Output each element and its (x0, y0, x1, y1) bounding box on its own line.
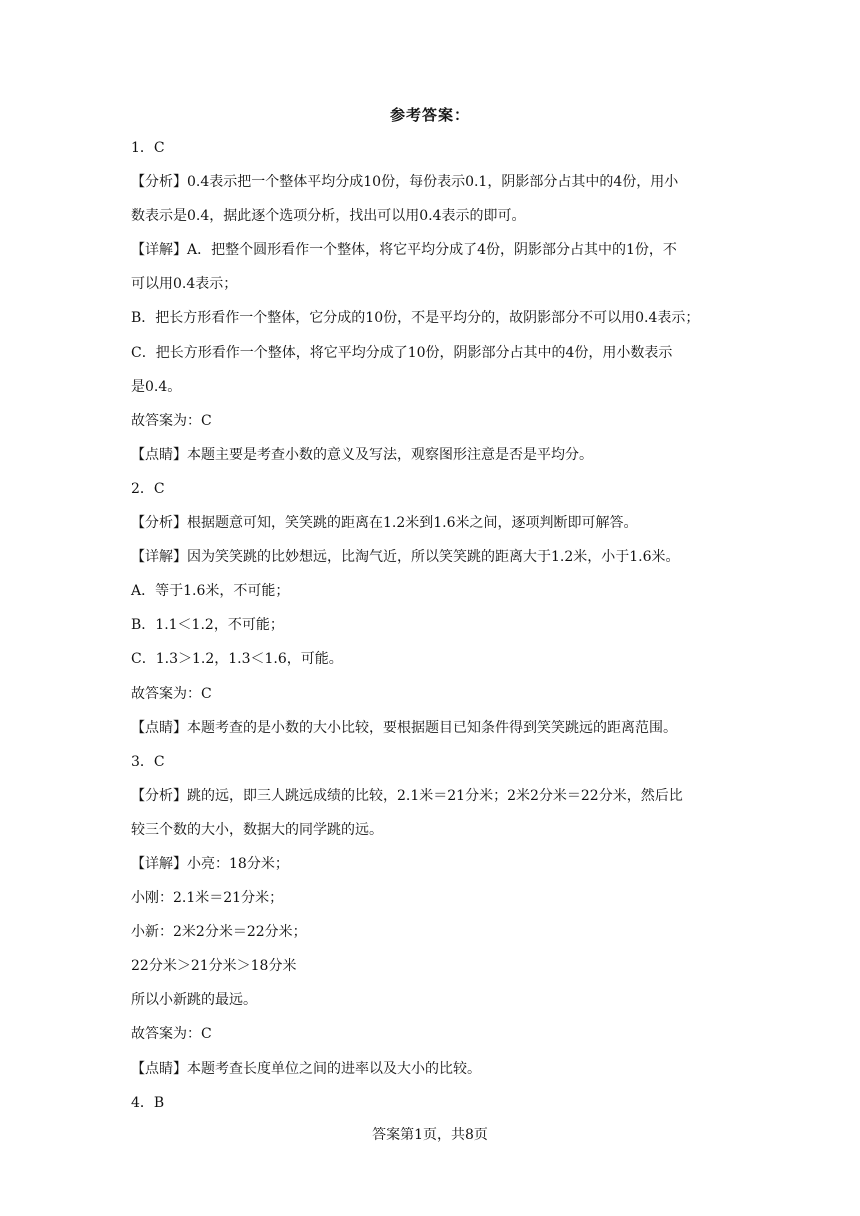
answer-content (131, 131, 731, 1120)
analysis-2: 【分析】根据题意可知，笑笑跳的距离在1.2米到1.6米之间，逐项判断即可解答。 (131, 515, 638, 532)
detail-1-option-c-line-1: C．把长方形看作一个整体，将它平均分成了10份，阴影部分占其中的4份，用小数表示 (131, 344, 673, 361)
detail-2-option-b: B．1.1＜1.2，不可能； (131, 617, 284, 634)
answer-2-conclusion: 故答案为：C (131, 685, 212, 702)
detail-3-line-1: 【详解】小亮：18分米； (131, 855, 289, 872)
detail-1-option-b: B．把长方形看作一个整体，它分成的10份，不是平均分的，故阴影部分不可以用0.4表示； (131, 310, 700, 327)
analysis-3-line-1: 【分析】跳的远，即三人跳远成绩的比较，2.1米＝21分米；2米2分米＝22分米，然后比 (131, 787, 683, 804)
detail-1-option-c-line-2: 是0.4。 (131, 378, 182, 395)
detail-1-line-1: 【详解】A．把整个圆形看作一个整体，将它平均分成了4份，阴影部分占其中的1份，不 (131, 242, 677, 259)
analysis-1-line-2: 数表示是0.4，据此逐个选项分析，找出可以用0.4表示的即可。 (131, 208, 526, 225)
comment-2: 【点睛】本题考查的是小数的大小比较，要根据题目已知条件得到笑笑跳远的距离范围。 (131, 719, 677, 736)
page-title: 参考答案： (389, 106, 470, 124)
comment-1: 【点睛】本题主要是考查小数的意义及写法，观察图形注意是否是平均分。 (131, 446, 593, 463)
answer-1-conclusion: 故答案为：C (131, 412, 212, 429)
analysis-3-line-2: 较三个数的大小，数据大的同学跳的远。 (131, 821, 383, 838)
detail-2-option-c: C．1.3＞1.2，1.3＜1.6，可能。 (131, 651, 343, 668)
detail-3-line-2: 小刚：2.1米＝21分米； (131, 890, 284, 907)
page-footer: 答案第1页，共8页 (372, 1127, 488, 1143)
detail-3-line-5: 所以小新跳的最远。 (131, 992, 257, 1009)
answer-number-4: 4．B (131, 1094, 165, 1111)
analysis-1-line-1: 【分析】0.4表示把一个整体平均分成10份，每份表示0.1，阴影部分占其中的4份，用小 (131, 174, 679, 191)
detail-3-line-4: 22分米＞21分米＞18分米 (131, 958, 297, 975)
detail-2-option-a: A．等于1.6米，不可能； (131, 583, 290, 600)
answer-3-conclusion: 故答案为：C (131, 1026, 212, 1043)
answer-number-1: 1．C (131, 140, 165, 156)
answer-number-2: 2．C (131, 480, 165, 497)
answer-number-3: 3．C (131, 753, 165, 770)
detail-3-line-3: 小新：2米2分米＝22分米； (131, 924, 307, 941)
comment-3: 【点睛】本题考查长度单位之间的进率以及大小的比较。 (131, 1060, 481, 1077)
detail-2: 【详解】因为笑笑跳的比妙想远，比淘气近，所以笑笑跳的距离大于1.2米，小于1.6米。 (131, 549, 680, 566)
detail-1-line-2: 可以用0.4表示； (131, 276, 238, 293)
